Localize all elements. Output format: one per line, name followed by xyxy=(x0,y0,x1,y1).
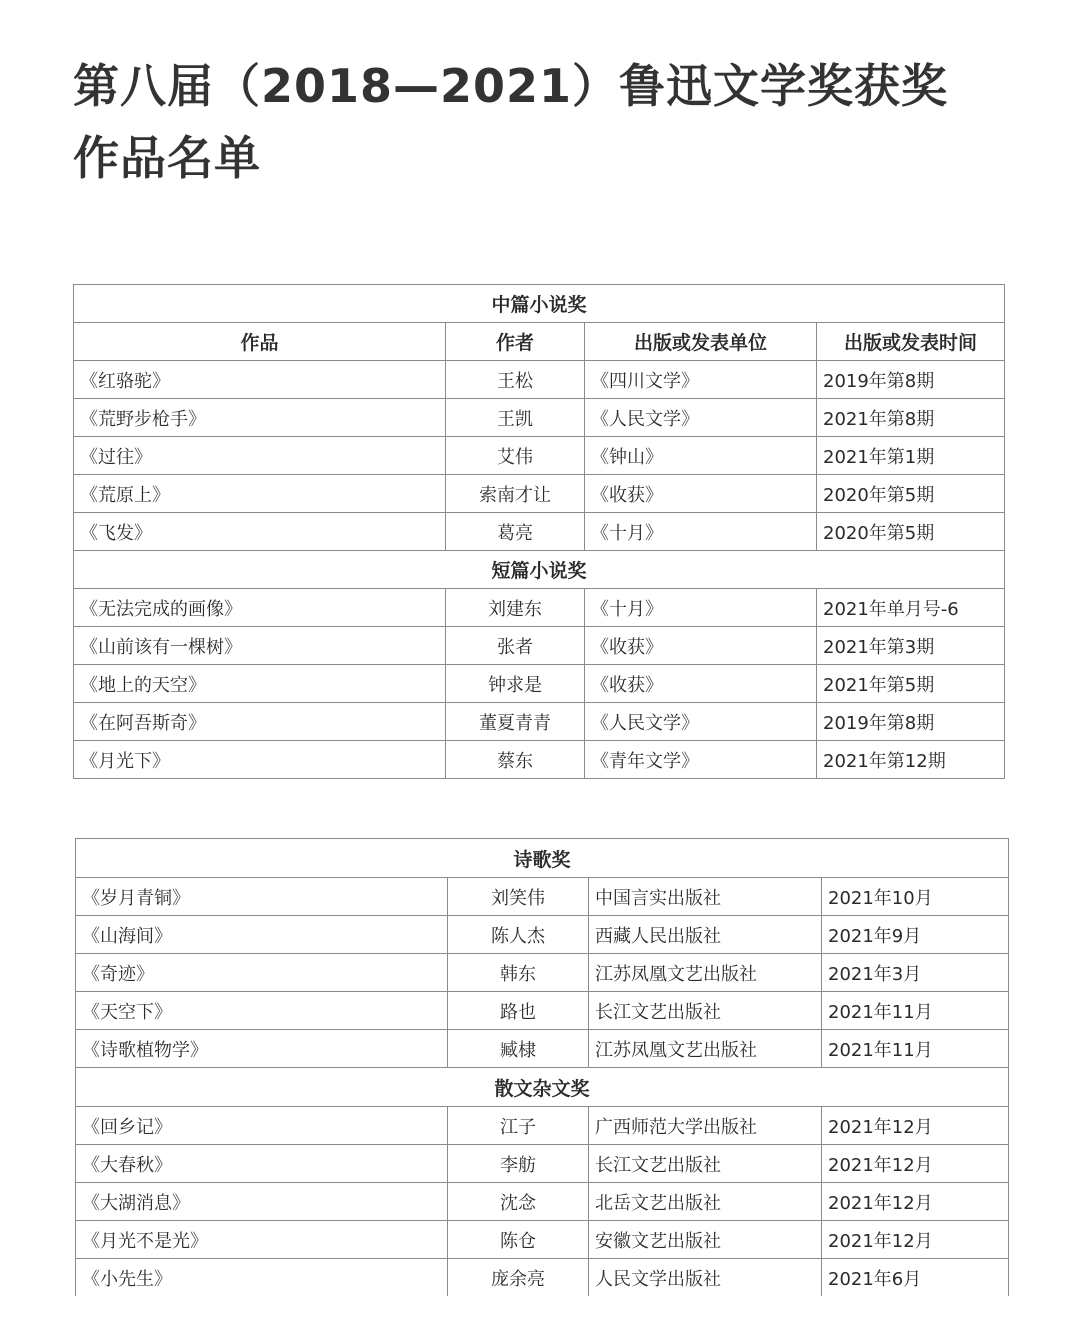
cell-publisher: 《十月》 xyxy=(585,589,817,627)
cell-work: 《岁月青铜》 xyxy=(76,878,448,916)
cell-author: 陈仓 xyxy=(448,1221,589,1259)
cell-author: 臧棣 xyxy=(448,1030,589,1068)
column-header-date: 出版或发表时间 xyxy=(817,323,1005,361)
table-row xyxy=(74,741,1005,779)
cell-date: 2021年6月 xyxy=(822,1259,1009,1297)
section-header-row xyxy=(74,551,1005,589)
cell-publisher: 江苏凤凰文艺出版社 xyxy=(589,954,822,992)
award-table-fiction xyxy=(73,284,1005,779)
cell-author: 陈人杰 xyxy=(448,916,589,954)
section-short-story xyxy=(74,551,1005,779)
cell-author: 蔡东 xyxy=(446,741,585,779)
column-header-publisher: 出版或发表单位 xyxy=(585,323,817,361)
cell-work: 《飞发》 xyxy=(74,513,446,551)
cell-work: 《大春秋》 xyxy=(76,1145,448,1183)
cell-author: 钟求是 xyxy=(446,665,585,703)
cell-work: 《诗歌植物学》 xyxy=(76,1030,448,1068)
cell-work: 《月光下》 xyxy=(74,741,446,779)
cell-author: 沈念 xyxy=(448,1183,589,1221)
cell-author: 刘建东 xyxy=(446,589,585,627)
table-row xyxy=(76,1030,1009,1068)
table-row xyxy=(74,513,1005,551)
table-row xyxy=(76,1145,1009,1183)
cell-publisher: 《人民文学》 xyxy=(585,703,817,741)
cell-work: 《过往》 xyxy=(74,437,446,475)
cell-author: 葛亮 xyxy=(446,513,585,551)
cell-publisher: 人民文学出版社 xyxy=(589,1259,822,1297)
table-row xyxy=(74,475,1005,513)
cell-publisher: 《十月》 xyxy=(585,513,817,551)
cell-work: 《天空下》 xyxy=(76,992,448,1030)
table-row xyxy=(76,992,1009,1030)
cell-work: 《地上的天空》 xyxy=(74,665,446,703)
cell-date: 2021年12月 xyxy=(822,1221,1009,1259)
cell-date: 2021年10月 xyxy=(822,878,1009,916)
section-novella xyxy=(74,285,1005,551)
cell-author: 董夏青青 xyxy=(446,703,585,741)
cell-work: 《在阿吾斯奇》 xyxy=(74,703,446,741)
cell-publisher: 《四川文学》 xyxy=(585,361,817,399)
table-row xyxy=(76,1107,1009,1145)
cell-author: 刘笑伟 xyxy=(448,878,589,916)
cell-date: 2021年11月 xyxy=(822,1030,1009,1068)
cell-date: 2021年12月 xyxy=(822,1107,1009,1145)
table-row xyxy=(76,878,1009,916)
cell-publisher: 江苏凤凰文艺出版社 xyxy=(589,1030,822,1068)
cell-date: 2020年第5期 xyxy=(817,475,1005,513)
table-row xyxy=(76,1221,1009,1259)
cell-publisher: 《钟山》 xyxy=(585,437,817,475)
section-title: 中篇小说奖 xyxy=(74,285,1005,323)
table-row xyxy=(76,1183,1009,1221)
cell-publisher: 《收获》 xyxy=(585,475,817,513)
section-title: 散文杂文奖 xyxy=(76,1068,1009,1107)
cell-date: 2021年12月 xyxy=(822,1183,1009,1221)
cell-publisher: 北岳文艺出版社 xyxy=(589,1183,822,1221)
cell-publisher: 长江文艺出版社 xyxy=(589,1145,822,1183)
cell-work: 《回乡记》 xyxy=(76,1107,448,1145)
cell-work: 《小先生》 xyxy=(76,1259,448,1297)
section-header-row xyxy=(76,839,1009,878)
award-table-poetry-prose xyxy=(75,838,1009,1297)
page-title: 第八届（2018—2021）鲁迅文学奖获奖作品名单 xyxy=(73,59,949,185)
table-row xyxy=(74,589,1005,627)
section-header-row xyxy=(74,285,1005,323)
cell-date: 2021年第12期 xyxy=(817,741,1005,779)
cell-date: 2021年单月号-6 xyxy=(817,589,1005,627)
section-title: 诗歌奖 xyxy=(76,839,1009,878)
cell-date: 2020年第5期 xyxy=(817,513,1005,551)
section-header-row xyxy=(76,1068,1009,1107)
cell-date: 2019年第8期 xyxy=(817,361,1005,399)
cell-date: 2021年第8期 xyxy=(817,399,1005,437)
cell-date: 2021年3月 xyxy=(822,954,1009,992)
cell-work: 《山前该有一棵树》 xyxy=(74,627,446,665)
cell-author: 王松 xyxy=(446,361,585,399)
table-row xyxy=(74,665,1005,703)
cell-work: 《山海间》 xyxy=(76,916,448,954)
table-row xyxy=(74,627,1005,665)
cell-publisher: 《收获》 xyxy=(585,627,817,665)
cell-work: 《荒野步枪手》 xyxy=(74,399,446,437)
cell-publisher: 长江文艺出版社 xyxy=(589,992,822,1030)
table-row xyxy=(76,916,1009,954)
column-header-row xyxy=(74,323,1005,361)
cell-author: 索南才让 xyxy=(446,475,585,513)
cell-author: 张者 xyxy=(446,627,585,665)
section-prose xyxy=(76,1068,1009,1297)
cell-work: 《奇迹》 xyxy=(76,954,448,992)
cell-author: 江子 xyxy=(448,1107,589,1145)
table-row xyxy=(76,1259,1009,1297)
cell-work: 《荒原上》 xyxy=(74,475,446,513)
cell-date: 2021年9月 xyxy=(822,916,1009,954)
cell-publisher: 西藏人民出版社 xyxy=(589,916,822,954)
cell-date: 2021年第1期 xyxy=(817,437,1005,475)
table-row xyxy=(74,703,1005,741)
cell-publisher: 《收获》 xyxy=(585,665,817,703)
cell-author: 庞余亮 xyxy=(448,1259,589,1297)
cell-publisher: 中国言实出版社 xyxy=(589,878,822,916)
table-row xyxy=(74,437,1005,475)
cell-work: 《红骆驼》 xyxy=(74,361,446,399)
cell-date: 2021年11月 xyxy=(822,992,1009,1030)
cell-date: 2021年第5期 xyxy=(817,665,1005,703)
cell-publisher: 广西师范大学出版社 xyxy=(589,1107,822,1145)
cell-author: 王凯 xyxy=(446,399,585,437)
cell-publisher: 《人民文学》 xyxy=(585,399,817,437)
table-row xyxy=(74,361,1005,399)
section-title: 短篇小说奖 xyxy=(74,551,1005,589)
cell-author: 路也 xyxy=(448,992,589,1030)
cell-work: 《无法完成的画像》 xyxy=(74,589,446,627)
cell-author: 李舫 xyxy=(448,1145,589,1183)
section-poetry xyxy=(76,839,1009,1068)
cell-date: 2019年第8期 xyxy=(817,703,1005,741)
cell-work: 《月光不是光》 xyxy=(76,1221,448,1259)
cell-date: 2021年12月 xyxy=(822,1145,1009,1183)
cell-author: 韩东 xyxy=(448,954,589,992)
table-row xyxy=(74,399,1005,437)
cell-publisher: 《青年文学》 xyxy=(585,741,817,779)
column-header-work: 作品 xyxy=(74,323,446,361)
column-header-author: 作者 xyxy=(446,323,585,361)
cell-publisher: 安徽文艺出版社 xyxy=(589,1221,822,1259)
page-bottom-edge xyxy=(0,1296,1080,1330)
cell-work: 《大湖消息》 xyxy=(76,1183,448,1221)
cell-date: 2021年第3期 xyxy=(817,627,1005,665)
table-row xyxy=(76,954,1009,992)
cell-author: 艾伟 xyxy=(446,437,585,475)
